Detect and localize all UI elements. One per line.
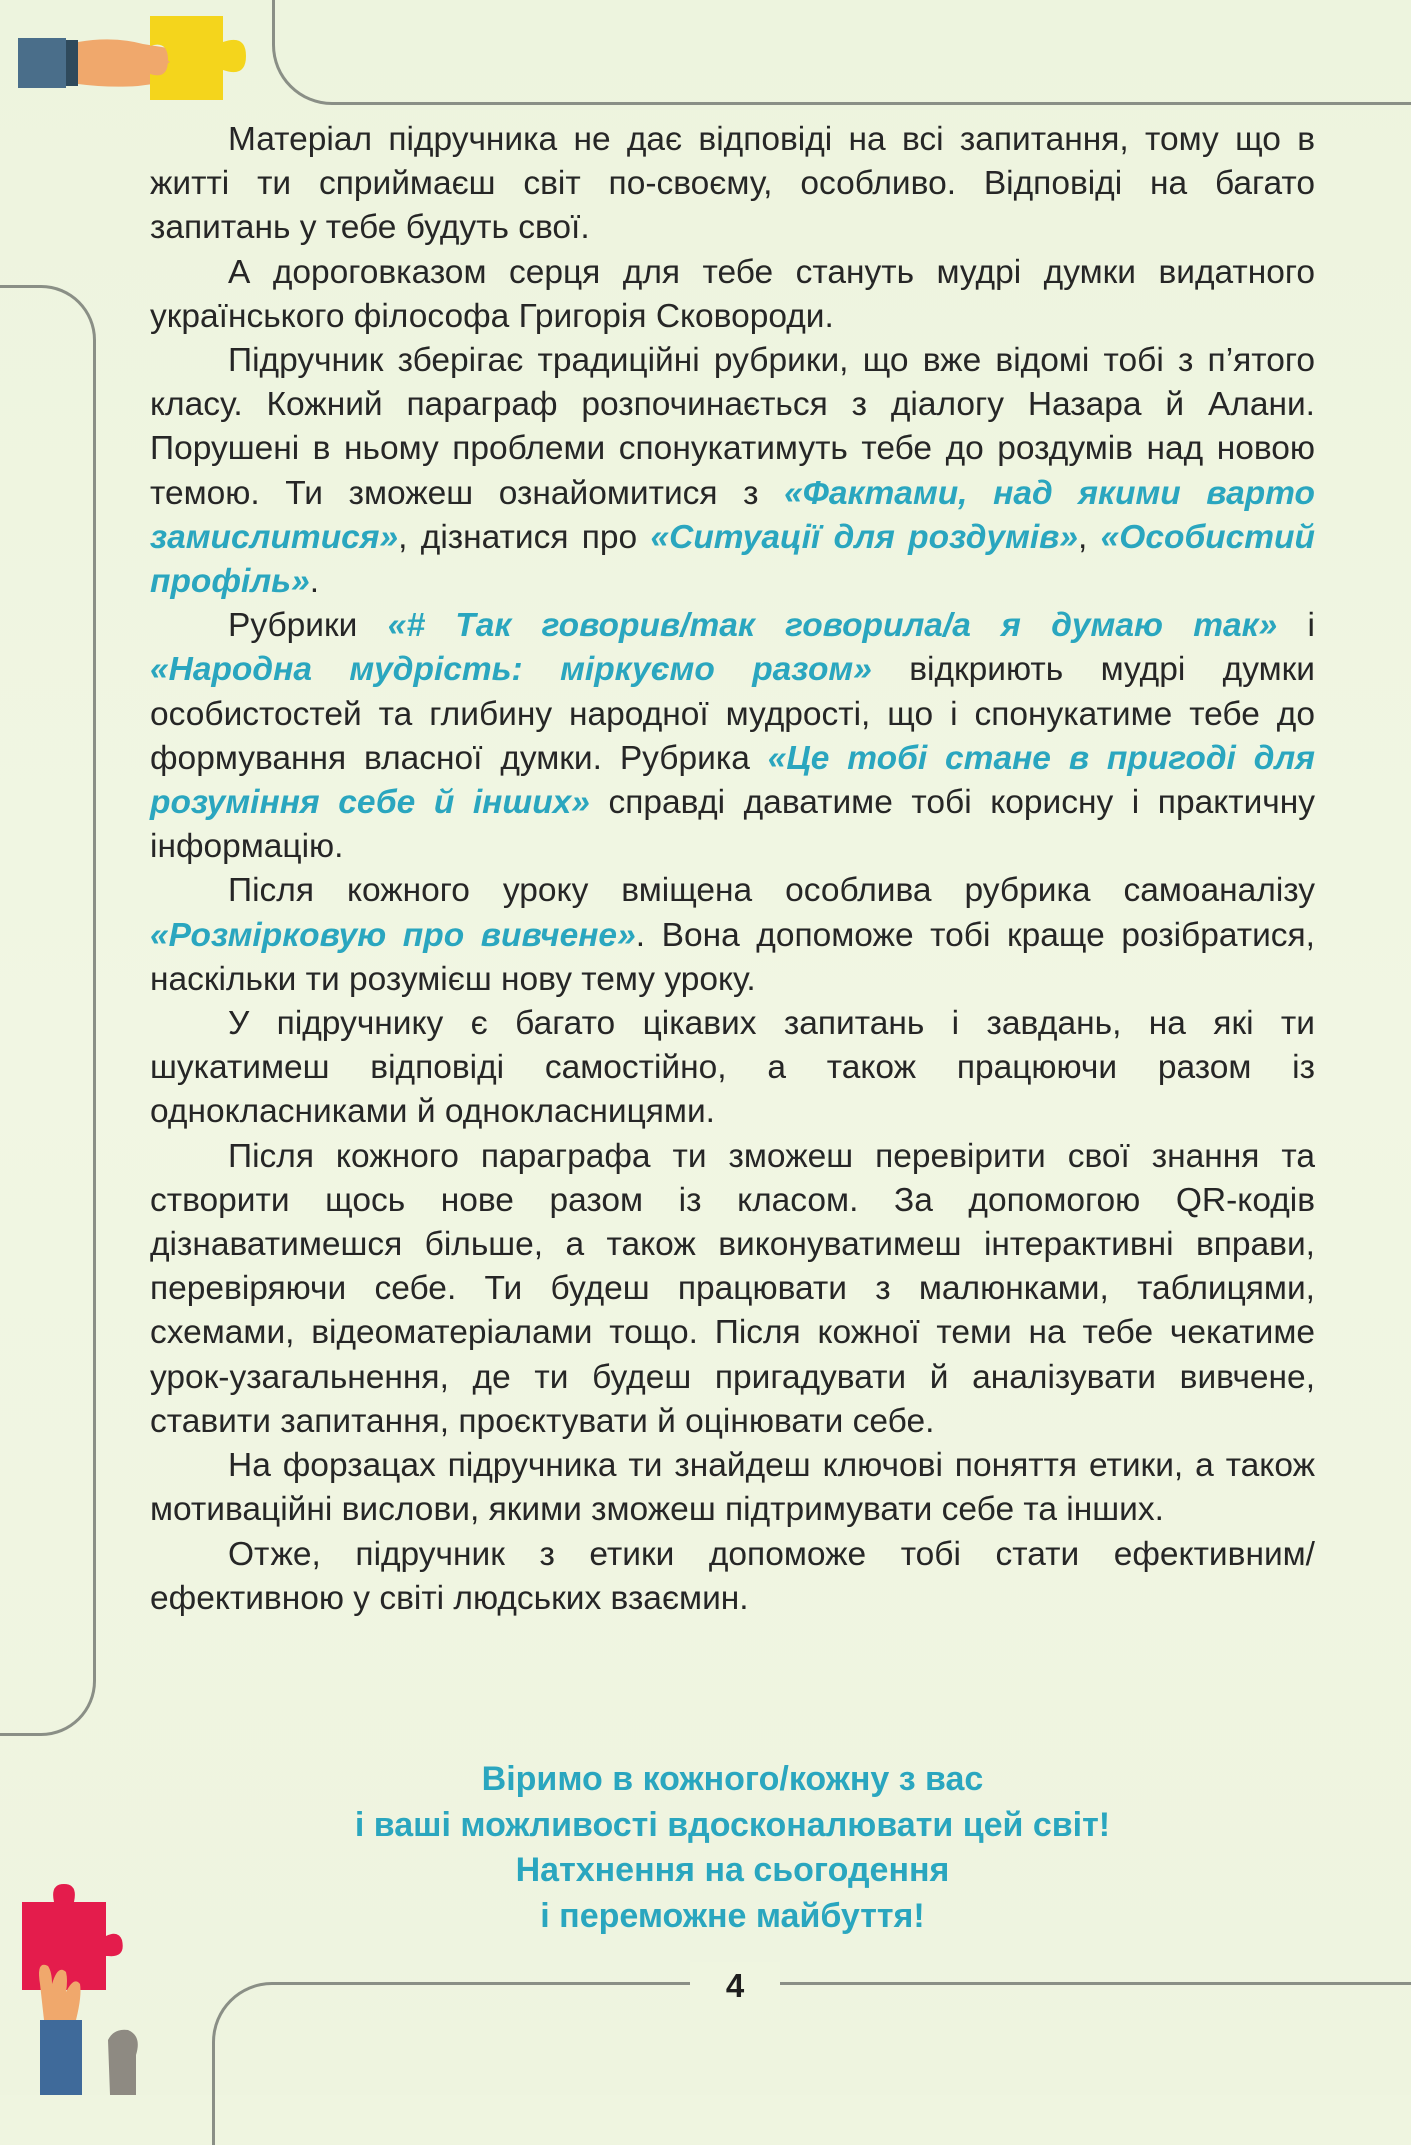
closing-line: і переможне майбуття! [540, 1896, 925, 1935]
paragraph-text: А дороговказом серця для тебе стануть мудрі думки видатного українського філософа Григорія Сковороди. [150, 253, 1315, 335]
intro-text [150, 118, 1315, 1621]
closing-line: Натхнення на сьогодення [515, 1851, 950, 1889]
rubric-title: «Розмірковую про вивчене» [150, 916, 636, 954]
paragraph [150, 1533, 1315, 1621]
paragraph-text: Матеріал підручника не дає відповіді на всі запитання, тому що в житті ти сприймаєш світ по-своєму, особливо. Відповіді на багато запитань у тебе будуть свої. [150, 121, 1315, 247]
puzzle-hand-bottom-icon [18, 1880, 158, 2095]
paragraph-text: , дізнатися про [398, 518, 651, 556]
paragraph [150, 339, 1315, 604]
rubric-title: «Народна мудрість: міркуємо разом» [150, 651, 872, 689]
paragraph [150, 118, 1315, 251]
paragraph-text: Підручник зберігає традиційні рубрики, що вже відомі тобі з п’ятого класу. Кожний параграф розпочинається з діалогу Назара й Алани. Порушені в ньому проблеми спонукатимуть тебе до роздумів над новою темою. Ти зможеш ознайомитися з [150, 342, 1315, 512]
paragraph [150, 251, 1315, 339]
rubric-title: «# Так говорив/так говорила/а я думаю так» [387, 607, 1278, 645]
paragraph [150, 1444, 1315, 1532]
paragraph-text: , [1078, 518, 1101, 556]
paragraph [150, 1002, 1315, 1135]
paragraph [150, 604, 1315, 869]
paragraph-text: . Вона допоможе тобі краще розібратися, наскільки ти розумієш нову тему уроку. [150, 916, 1315, 998]
rubric-title: «Ситуації для роздумів» [650, 518, 1079, 556]
paragraph-text: Отже, підручник з етики допоможе тобі стати ефективним/ефективною у світі людських взаємин. [150, 1535, 1315, 1617]
closing-line: і ваші можливості вдосконалювати цей світ! [354, 1805, 1111, 1844]
closing-line: Віримо в кожного/кожну з вас [481, 1760, 984, 1798]
rubric-title: «Фактами, над якими варто замислитися» [150, 474, 1315, 556]
paragraph-text: На форзацах підручника ти знайдеш ключові поняття етики, а також мотиваційні вислови, якими зможеш підтримувати себе та інших. [150, 1447, 1315, 1529]
paragraph-text: Після кожного уроку вміщена особлива рубрика самоаналізу [228, 872, 1315, 910]
closing-message [150, 1757, 1315, 1939]
paragraph-text: відкриють мудрі думки особистостей та глибину народної мудрості, що і спонукатиме тебе до формування власної думки. Рубрика [150, 651, 1315, 777]
paragraph-text: і [1277, 607, 1315, 645]
paragraph-text: У підручнику є багато цікавих запитань і завдань, на які ти шукатимеш відповіді самостійно, а також працюючи разом із однокласниками й однокласницями. [150, 1005, 1315, 1131]
paragraph-text: справді даватиме тобі корисну і практичну інформацію. [150, 784, 1315, 866]
paragraph-text: Після кожного параграфа ти зможеш перевірити свої знання та створити щось нове разом із класом. За допомогою QR-кодів дізнаватимешся більше, а також виконуватимеш інтерактивні вправи, перевіряючи себе. Ти будеш працювати з малюнками, таблицями, схемами, відеоматеріалами тощо. Після кожної теми на тебе чекатиме урок-узагальнення, де ти будеш пригадувати й аналізувати вивчене, ставити запитання, проєктувати й оцінювати себе. [150, 1137, 1315, 1440]
rubric-title: «Це тобі стане в пригоді для розуміння себе й інших» [150, 739, 1315, 822]
paragraph-text: . [309, 563, 320, 601]
puzzle-hand-top-icon [18, 8, 268, 108]
paragraph-text: Рубрики [228, 607, 388, 645]
rubric-title: «Особистий профіль» [150, 518, 1315, 601]
frame-left-border [0, 285, 96, 1736]
frame-top-border [272, 0, 1411, 105]
paragraph [150, 869, 1315, 1002]
page-number: 4 [725, 1967, 745, 2004]
frame-bottom-border [212, 1982, 1411, 2145]
paragraph [150, 1135, 1315, 1444]
